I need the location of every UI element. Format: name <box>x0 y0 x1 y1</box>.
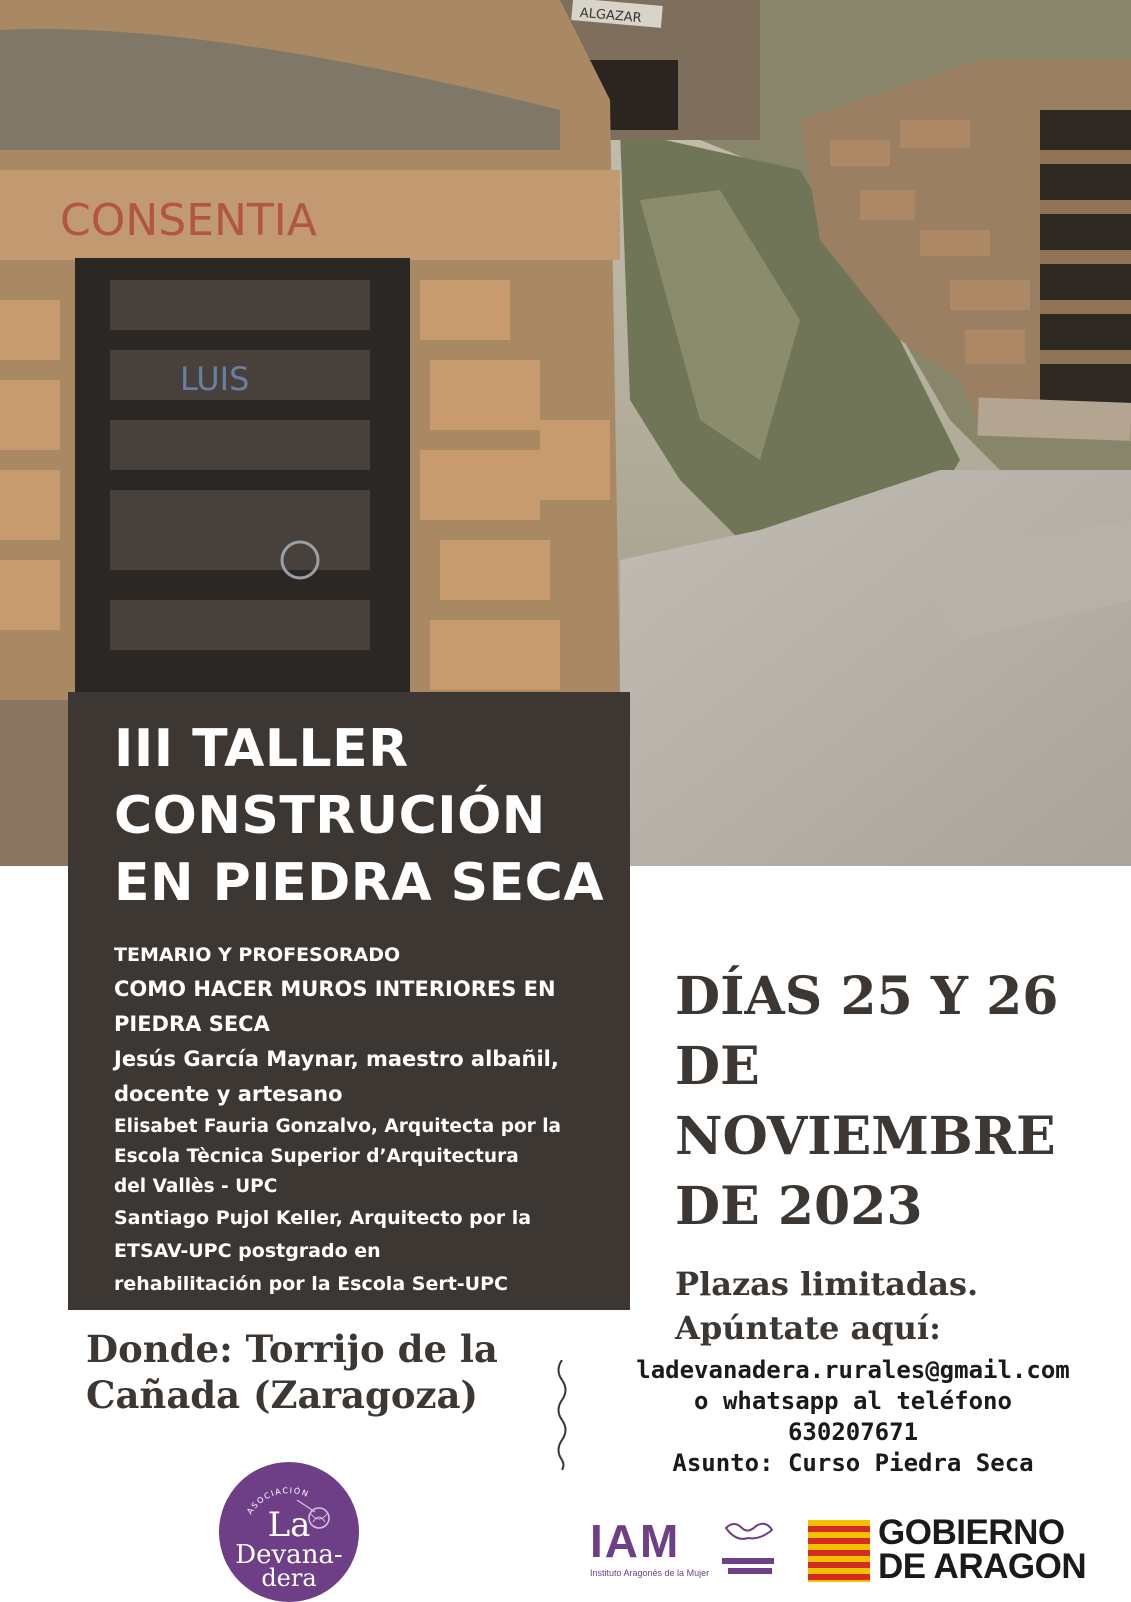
decorative-squiggle-icon <box>555 1360 569 1470</box>
gobierno-aragon-logo <box>808 1513 1108 1586</box>
logo-word-devana: Devana- <box>235 1540 343 1570</box>
contact-info <box>585 1355 1121 1479</box>
dates-line: DE 2023 <box>675 1176 923 1237</box>
iam-logo <box>590 1516 790 1586</box>
workshop-dates <box>675 962 1115 1242</box>
contact-phone[interactable]: 630207671 <box>787 1418 919 1446</box>
teacher-line: Elisabet Fauria Gonzalvo, Arquitecta por la <box>114 1116 562 1137</box>
plazas-line: Plazas limitadas. <box>675 1265 979 1303</box>
title-line: CONSTRUCIÓN <box>114 786 546 846</box>
iam-subtitle: Instituto Aragonés de la Mujer <box>590 1568 710 1578</box>
aragon-line: DE ARAGON <box>878 1547 1087 1586</box>
limited-places-note <box>675 1262 1115 1350</box>
syllabus-heading: TEMARIO Y PROFESORADO <box>114 944 401 966</box>
la-devanadera-logo <box>219 1462 359 1602</box>
svg-text:CONSENTIA: CONSENTIA <box>60 195 317 246</box>
title-line: EN PIEDRA SECA <box>114 853 605 913</box>
teacher-line: del Vallès - UPC <box>114 1176 278 1197</box>
syllabus-and-teachers <box>114 938 614 1301</box>
topic-line: PIEDRA SECA <box>114 1012 270 1036</box>
teacher-line: docente y artesano <box>114 1082 343 1106</box>
location-line: Cañada (Zaragoza) <box>86 1373 479 1417</box>
teacher-line: Jesús García Maynar, maestro albañil, <box>114 1047 559 1071</box>
aragon-line: GOBIERNO <box>878 1513 1065 1552</box>
hands-icon <box>720 1518 780 1580</box>
contact-line: o whatsapp al teléfono <box>694 1387 1012 1415</box>
contact-email[interactable]: ladevanadera.rurales@gmail.com <box>636 1356 1070 1384</box>
workshop-title <box>114 716 614 917</box>
title-line: III TALLER <box>114 719 409 779</box>
logo-arc-text: ASOCIACIÓN <box>245 1485 311 1516</box>
plazas-line: Apúntate aquí: <box>675 1309 941 1347</box>
aragon-wordmark <box>878 1513 1087 1586</box>
carved-sign: ALGAZAR <box>579 5 643 27</box>
teacher-line: rehabilitación por la Escola Sert-UPC <box>114 1273 508 1295</box>
aragon-flag-icon <box>808 1520 870 1582</box>
teacher-line: Escola Tècnica Superior d’Arquitectura <box>114 1146 519 1167</box>
teacher-line: ETSAV-UPC postgrado en <box>114 1240 381 1262</box>
workshop-info-box <box>68 692 630 1310</box>
contact-subject: Asunto: Curso Piedra Seca <box>672 1449 1034 1477</box>
iam-wordmark: IAM <box>590 1515 681 1567</box>
svg-text:LUIS: LUIS <box>180 360 250 398</box>
logo-word-dera: dera <box>261 1564 317 1592</box>
teacher-line: Santiago Pujol Keller, Arquitecto por la <box>114 1207 532 1229</box>
location-line: Donde: Torrijo de la <box>86 1327 498 1371</box>
dates-line: DE <box>675 1036 760 1097</box>
logo-word-la: La <box>267 1505 311 1545</box>
dates-line: NOVIEMBRE <box>675 1106 1056 1167</box>
location <box>86 1326 556 1418</box>
topic-line: COMO HACER MUROS INTERIORES EN <box>114 977 556 1001</box>
dates-line: DÍAS 25 Y 26 <box>675 966 1059 1027</box>
